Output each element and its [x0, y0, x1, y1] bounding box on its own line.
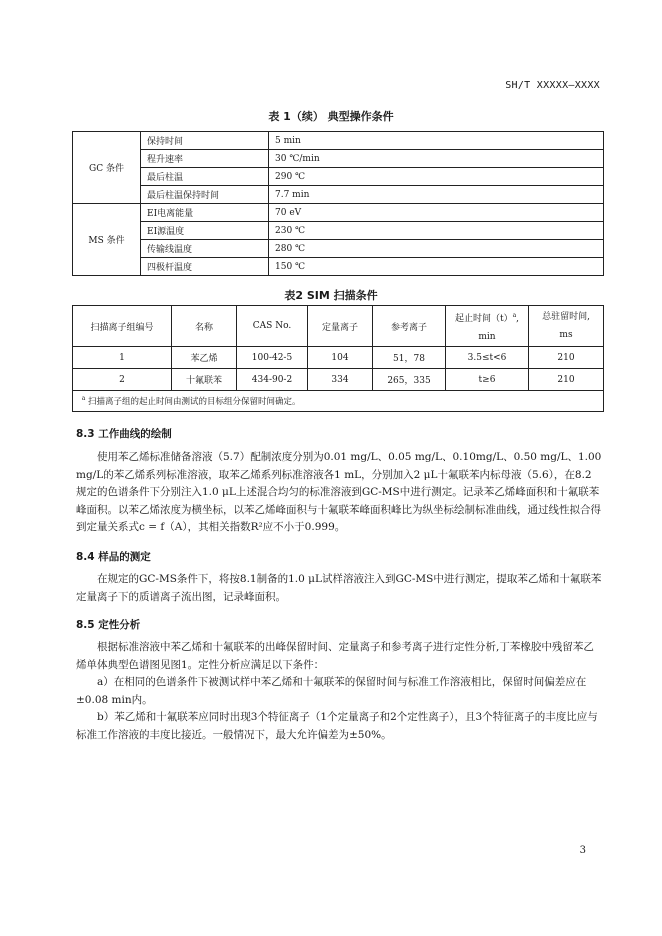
table-row — [73, 369, 604, 391]
value-cell: 280 ℃ — [269, 240, 604, 258]
table-footnote — [73, 391, 604, 412]
param-cell: EI电离能量 — [141, 204, 269, 222]
value-cell: 150 ℃ — [269, 258, 604, 276]
param-cell: 最后柱温保持时间 — [141, 186, 269, 204]
header-time-footnote-marker: a — [512, 311, 517, 319]
table-row — [73, 168, 604, 186]
section-8-5-body: 根据标准溶液中苯乙烯和十氟联苯的出峰保留时间、定量离子和参考离子进行定性分析,丁苯橡胶中残留苯乙烯单体典型色谱图见图1。定性分析应满足以下条件： — [76, 641, 594, 671]
cell-cas: 100-42-5 — [237, 347, 308, 369]
header-dwell-line1: 总驻留时间, — [542, 312, 590, 322]
value-cell: 230 ℃ — [269, 222, 604, 240]
header-dwell — [529, 306, 604, 347]
cell-cas: 434-90-2 — [237, 369, 308, 391]
table-row — [73, 204, 604, 222]
cell-ref-ion: 51，78 — [373, 347, 446, 369]
header-time-line2: min — [478, 331, 496, 342]
cell-name: 十氟联苯 — [172, 369, 237, 391]
table-row — [73, 240, 604, 258]
param-cell: 最后柱温 — [141, 168, 269, 186]
section-8-5-heading: 8.5 定性分析 — [76, 619, 141, 631]
cell-group-no: 1 — [73, 347, 172, 369]
table-note-row — [73, 391, 604, 412]
standard-code: SH/T XXXXX—XXXX — [505, 80, 600, 91]
param-cell: 四极杆温度 — [141, 258, 269, 276]
cell-dwell: 210 — [529, 369, 604, 391]
header-quant-ion: 定量离子 — [308, 306, 373, 347]
table-row — [73, 150, 604, 168]
table2-sim-conditions — [72, 305, 604, 412]
value-cell: 30 ℃/min — [269, 150, 604, 168]
table-header-row — [73, 306, 604, 347]
value-cell: 5 min — [269, 132, 604, 150]
header-ref-ion: 参考离子 — [373, 306, 446, 347]
header-cas: CAS No. — [237, 306, 308, 347]
cell-quant-ion: 334 — [308, 369, 373, 391]
param-cell: 程升速率 — [141, 150, 269, 168]
param-cell: 传输线温度 — [141, 240, 269, 258]
table-row — [73, 186, 604, 204]
cell-group-no: 2 — [73, 369, 172, 391]
header-time: 起止时间$(t)^a$, min — [446, 306, 529, 347]
table1-title: 表 1（续） 典型操作条件 — [268, 110, 394, 123]
section-8-3-heading: 8.3 工作曲线的绘制 — [76, 428, 172, 440]
footnote-marker: a — [81, 395, 86, 403]
table-row — [73, 347, 604, 369]
footnote-text: 扫描离子组的起止时间由测试的目标组分保留时间确定。 — [87, 397, 301, 407]
header-group-no: 扫描离子组编号 — [73, 306, 172, 347]
cell-time: t≥6 — [446, 369, 529, 391]
table-row — [73, 222, 604, 240]
section-8-5-item-b: b）苯乙烯和十氟联苯应同时出现3个特征离子（1个定量离子和2个定性离子），且3个特征离子的丰度比应与标准工作溶液的丰度比接近。一般情况下，最大允许偏差为±50%。 — [76, 711, 598, 741]
page-number: 3 — [579, 845, 586, 856]
param-cell: EI源温度 — [141, 222, 269, 240]
cell-dwell: 210 — [529, 347, 604, 369]
section-8-4-heading: 8.4 样品的测定 — [76, 551, 151, 563]
table-row — [73, 258, 604, 276]
param-cell: 保持时间 — [141, 132, 269, 150]
group-label-ms: MS 条件 — [73, 204, 141, 276]
value-cell: 7.7 min — [269, 186, 604, 204]
cell-ref-ion: 265，335 — [373, 369, 446, 391]
section-8-5-item-a: a）在相同的色谱条件下被测试样中苯乙烯和十氟联苯的保留时间与标准工作溶液相比，保留时间偏差应在±0.08 min内。 — [76, 676, 587, 706]
section-8-4-body: 在规定的GC-MS条件下，将按8.1制备的1.0 μL试样溶液注入到GC-MS中进行测定，提取苯乙烯和十氟联苯定量离子下的质谱离子流出图，记录峰面积。 — [76, 573, 602, 603]
header-dwell-line2: ms — [559, 330, 573, 340]
header-time-line1: 起止时间（t） — [454, 313, 513, 324]
table-row — [73, 132, 604, 150]
table2-title: 表2 SIM 扫描条件 — [284, 289, 378, 302]
cell-time: 3.5≤t<6 — [446, 347, 529, 369]
header-name: 名称 — [172, 306, 237, 347]
cell-name: 苯乙烯 — [172, 347, 237, 369]
section-8-3-body: 使用苯乙烯标准储备溶液（5.7）配制浓度分别为0.01 mg/L、0.05 mg/L、0.10mg/L、0.50 mg/L、1.00 mg/L的苯乙烯系列标准溶液，取苯乙烯系列标准溶液各1 mL，分别加入2 μL十氟联苯内标母液（5.6），在8.2规定的色谱条件下分别注入1.0 μL上述混合均匀的标准溶液到GC-MS中进行测定。记录苯乙烯峰面积和十氟联苯峰面积。以苯乙烯浓度为横坐标，以苯乙烯峰面积与十氟联苯峰面积峰比为纵坐标绘制标准曲线，通过线性拟合得到定量关系式c = f（A），其相关指数R²应不小于0.999。 — [76, 451, 602, 533]
cell-quant-ion: 104 — [308, 347, 373, 369]
value-cell: 290 ℃ — [269, 168, 604, 186]
value-cell: 70 eV — [269, 204, 604, 222]
group-label-gc: GC 条件 — [73, 132, 141, 204]
table1-operating-conditions — [72, 131, 604, 276]
